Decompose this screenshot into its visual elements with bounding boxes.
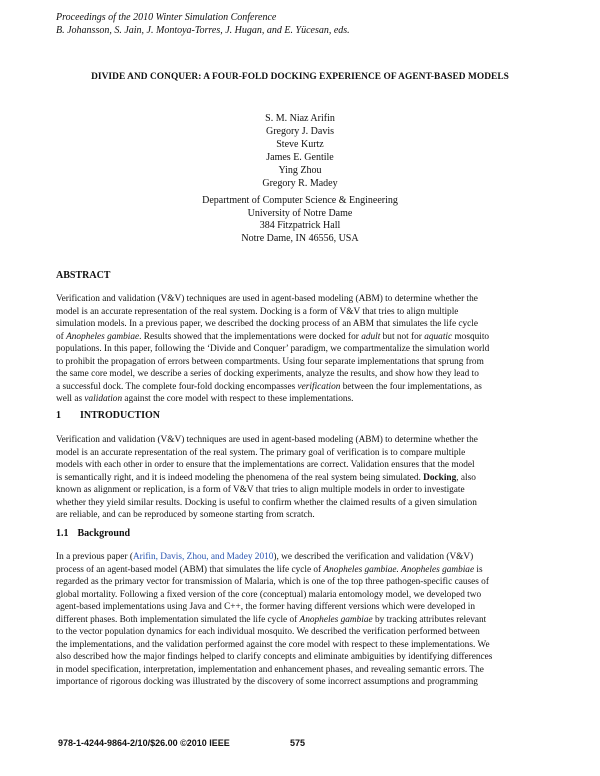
author: Steve Kurtz bbox=[276, 139, 324, 150]
subsection-heading-background bbox=[56, 528, 130, 539]
text-line: model is an accurate representation of the real system. The primary goal of verification is to compare multiple bbox=[56, 447, 466, 458]
subsection-number: 1.1 bbox=[56, 528, 69, 539]
footer-isbn: 978-1-4244-9864-2/10/$26.00 ©2010 IEEE bbox=[58, 738, 230, 748]
text-line: different phases. Both implementation simulated the life cycle of Anopheles gambiae by tracking attributes relevant bbox=[56, 614, 487, 625]
proceedings-name: Proceedings of the 2010 Winter Simulation Conference bbox=[56, 12, 277, 23]
author: S. M. Niaz Arifin bbox=[265, 113, 335, 124]
affiliation-line: Department of Computer Science & Engineering bbox=[202, 195, 398, 206]
subsection-title: Background bbox=[77, 528, 131, 539]
author: Ying Zhou bbox=[278, 165, 322, 176]
affiliation-line: 384 Fitzpatrick Hall bbox=[259, 220, 341, 231]
text-line: the same core model, we describe a series of docking experiments, analyze the results, and show how they lead to bbox=[56, 369, 479, 379]
text-line: regarded as the primary vector for transmission of Malaria, which is one of the top three pathogen-specific causes of bbox=[56, 577, 489, 587]
section-title: INTRODUCTION bbox=[80, 410, 161, 421]
text-line: model is an accurate representation of the real system. Docking is a form of V&V that tries to align multiple bbox=[56, 306, 459, 317]
background-paragraph bbox=[56, 551, 544, 689]
text-line: is semantically right, and it is indeed modeling the phenomena of the real system being simulated. Docking, also bbox=[56, 472, 476, 483]
text-line: also described how the major findings helped to clarify concepts and eliminate ambiguities by identifying differences bbox=[56, 652, 493, 662]
author: Gregory J. Davis bbox=[265, 126, 335, 137]
affiliation bbox=[0, 195, 600, 245]
introduction-paragraph bbox=[56, 434, 544, 522]
section-heading-introduction bbox=[56, 410, 160, 421]
text-line: Verification and validation (V&V) techniques are used in agent-based modeling (ABM) to determine whether the bbox=[56, 294, 478, 304]
text-line: whether they yield similar results. Docking is useful to confirm whether the claimed results of a given simulation bbox=[56, 497, 477, 508]
affiliation-line: Notre Dame, IN 46556, USA bbox=[241, 232, 359, 244]
text-line: importance of rigorous docking was illustrated by the discovery of some incorrect assumptions and programming bbox=[56, 677, 478, 687]
text-line: In a previous paper (Arifin, Davis, Zhou, and Madey 2010), we described the verification and validation (V&V) bbox=[56, 552, 474, 562]
text-line: the implementations, and the validation performed against the core model with respect to these implementations. We bbox=[56, 639, 490, 650]
text-line: to the vector population dynamics for each individual mosquito. We described the verification performed between bbox=[56, 627, 480, 637]
page-number: 575 bbox=[290, 738, 306, 748]
text-line: populations. In this paper, following the ‘Divide and Conquer’ paradigm, we compartmentalize the simulation world bbox=[56, 344, 490, 354]
abstract-paragraph bbox=[56, 293, 544, 406]
text-line: agent-based implementations using Java and C++, the former having different versions which were developed in bbox=[56, 602, 475, 612]
citation-link[interactable]: Arifin, Davis, Zhou, and Madey 2010 bbox=[132, 552, 274, 562]
author: James E. Gentile bbox=[266, 152, 334, 163]
text-line: well as validation against the core model with respect to these implementations. bbox=[56, 394, 354, 404]
abstract-heading: ABSTRACT bbox=[56, 270, 111, 281]
author: Gregory R. Madey bbox=[262, 178, 338, 189]
text-line: models with each other in order to ensure that the implementations are correct. Validation ensures that the model bbox=[56, 460, 475, 470]
text-line: simulation models. In a previous paper, we described the docking process of an ABM that simulates the life cycle bbox=[56, 319, 479, 329]
text-line: global mortality. Following a fixed version of the core (conceptual) malaria entomology model, we developed two bbox=[56, 589, 482, 600]
paper-title: DIVIDE AND CONQUER: A FOUR-FOLD DOCKING EXPERIENCE OF AGENT-BASED MODELS bbox=[91, 72, 509, 82]
section-number: 1 bbox=[56, 410, 61, 421]
affiliation-line: University of Notre Dame bbox=[247, 207, 353, 219]
text-line: known as alignment or replication, is a form of V&V that tries to align multiple models in order to investigate bbox=[56, 485, 465, 495]
text-line: process of an agent-based model (ABM) that simulates the life cycle of Anopheles gambiae. Anopheles gambiae is bbox=[56, 564, 483, 575]
proceedings-header bbox=[56, 11, 350, 37]
author-list bbox=[0, 112, 600, 190]
text-line: Verification and validation (V&V) techniques are used in agent-based modeling (ABM) to determine whether the bbox=[56, 435, 478, 445]
text-line: of Anopheles gambiae. Results showed that the implementations were docked for adult but not for aquatic mosquito bbox=[56, 331, 490, 342]
text-line: to prohibit the propagation of errors between compartments. Using four separate implementations that sprung from bbox=[56, 356, 484, 367]
editors-line: B. Johansson, S. Jain, J. Montoya-Torres, J. Hugan, and E. Yücesan, eds. bbox=[56, 25, 350, 36]
text-line: a successful dock. The complete four-fold docking encompasses verification between the four implementations, as bbox=[56, 381, 482, 392]
text-line: in model specification, interpretation, implementation and enhancement phases, and revealing semantic errors. The bbox=[56, 664, 484, 675]
text-line: are reliable, and can be reproduced by someone starting from scratch. bbox=[56, 510, 315, 520]
